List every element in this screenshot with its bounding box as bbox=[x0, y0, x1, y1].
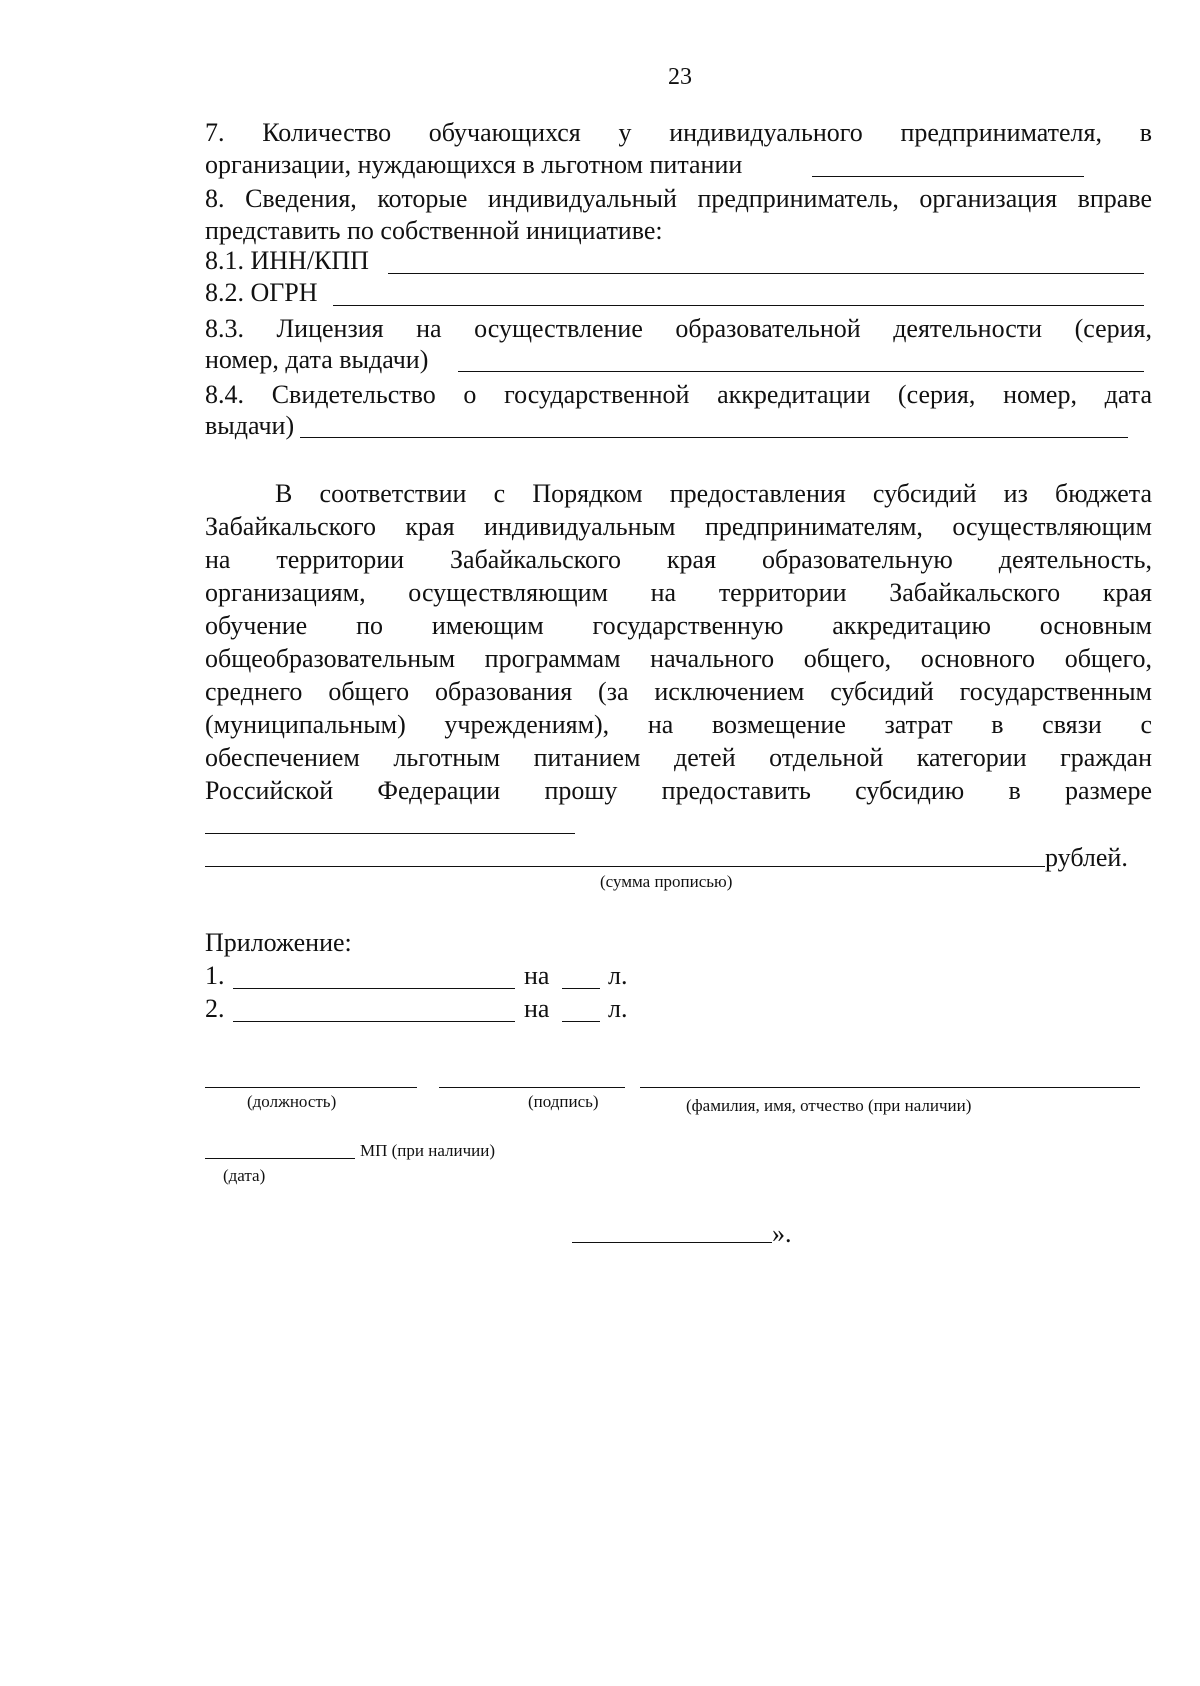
amount-blank-long[interactable] bbox=[205, 866, 1045, 867]
attachment-item-2-on: на bbox=[524, 994, 550, 1023]
paragraph-line-2: Забайкальского края индивидуальным предпринимателям, осуществляющим bbox=[205, 512, 1152, 541]
item-8-1-label: 8.1. ИНН/КПП bbox=[205, 246, 369, 275]
attachment-item-1-num: 1. bbox=[205, 961, 225, 990]
attachment-item-1-on: на bbox=[524, 961, 550, 990]
paragraph-line-6: общеобразовательным программам начального общего, основного общего, bbox=[205, 644, 1152, 673]
attachment-item-1-blank[interactable] bbox=[233, 988, 515, 989]
attachment-item-1-pages-blank[interactable] bbox=[562, 988, 600, 989]
item-8-4-line-2: выдачи) bbox=[205, 411, 295, 440]
name-caption: (фамилия, имя, отчество (при наличии) bbox=[686, 1096, 972, 1115]
item-8-line-2: представить по собственной инициативе: bbox=[205, 216, 663, 245]
item-8-3-blank[interactable] bbox=[458, 371, 1144, 372]
stamp-label: МП (при наличии) bbox=[360, 1141, 496, 1160]
paragraph-line-3: на территории Забайкальского края образовательную деятельность, bbox=[205, 545, 1152, 574]
date-caption: (дата) bbox=[223, 1166, 266, 1185]
attachment-item-1-pages: л. bbox=[608, 961, 628, 990]
page-number: 23 bbox=[668, 64, 692, 90]
item-8-3-line-2: номер, дата выдачи) bbox=[205, 345, 429, 374]
item-7-line-1: 7. Количество обучающихся у индивидуального предпринимателя, в bbox=[205, 118, 1152, 147]
paragraph-line-4: организациям, осуществляющим на территории Забайкальского края bbox=[205, 578, 1152, 607]
position-blank[interactable] bbox=[205, 1087, 417, 1088]
item-8-3-line-1: 8.3. Лицензия на осуществление образовательной деятельности (серия, bbox=[205, 314, 1152, 343]
paragraph-line-1: В соответствии с Порядком предоставления субсидий из бюджета bbox=[275, 479, 1152, 508]
item-8-1-blank[interactable] bbox=[388, 273, 1144, 274]
item-8-4-blank[interactable] bbox=[300, 437, 1128, 438]
item-8-4-line-1: 8.4. Свидетельство о государственной аккредитации (серия, номер, дата bbox=[205, 380, 1152, 409]
item-8-2-blank[interactable] bbox=[333, 305, 1144, 306]
position-caption: (должность) bbox=[247, 1092, 337, 1111]
date-blank[interactable] bbox=[205, 1158, 355, 1159]
signature-blank[interactable] bbox=[439, 1087, 625, 1088]
attachment-item-2-pages: л. bbox=[608, 994, 628, 1023]
amount-blank-short[interactable] bbox=[205, 833, 575, 834]
paragraph-line-10: Российской Федерации прошу предоставить субсидию в размере bbox=[205, 776, 1152, 805]
paragraph-line-7: среднего общего образования (за исключением субсидий государственным bbox=[205, 677, 1152, 706]
amount-currency-label: рублей. bbox=[1045, 843, 1128, 872]
name-blank[interactable] bbox=[640, 1087, 1140, 1088]
closing-blank[interactable] bbox=[572, 1242, 772, 1243]
attachment-item-2-blank[interactable] bbox=[233, 1021, 515, 1022]
attachment-item-2-pages-blank[interactable] bbox=[562, 1021, 600, 1022]
item-7-blank[interactable] bbox=[812, 176, 1084, 177]
paragraph-line-8: (муниципальным) учреждениям), на возмещение затрат в связи с bbox=[205, 710, 1152, 739]
paragraph-line-5: обучение по имеющим государственную аккредитацию основным bbox=[205, 611, 1152, 640]
amount-caption: (сумма прописью) bbox=[600, 872, 733, 891]
paragraph-line-9: обеспечением льготным питанием детей отдельной категории граждан bbox=[205, 743, 1152, 772]
signature-caption: (подпись) bbox=[528, 1092, 599, 1111]
attachment-heading: Приложение: bbox=[205, 928, 352, 957]
attachment-item-2-num: 2. bbox=[205, 994, 225, 1023]
item-8-2-label: 8.2. ОГРН bbox=[205, 278, 318, 307]
item-8-line-1: 8. Сведения, которые индивидуальный предприниматель, организация вправе bbox=[205, 184, 1152, 213]
item-7-line-2: организации, нуждающихся в льготном питании bbox=[205, 150, 743, 179]
closing-mark: ». bbox=[772, 1219, 792, 1248]
